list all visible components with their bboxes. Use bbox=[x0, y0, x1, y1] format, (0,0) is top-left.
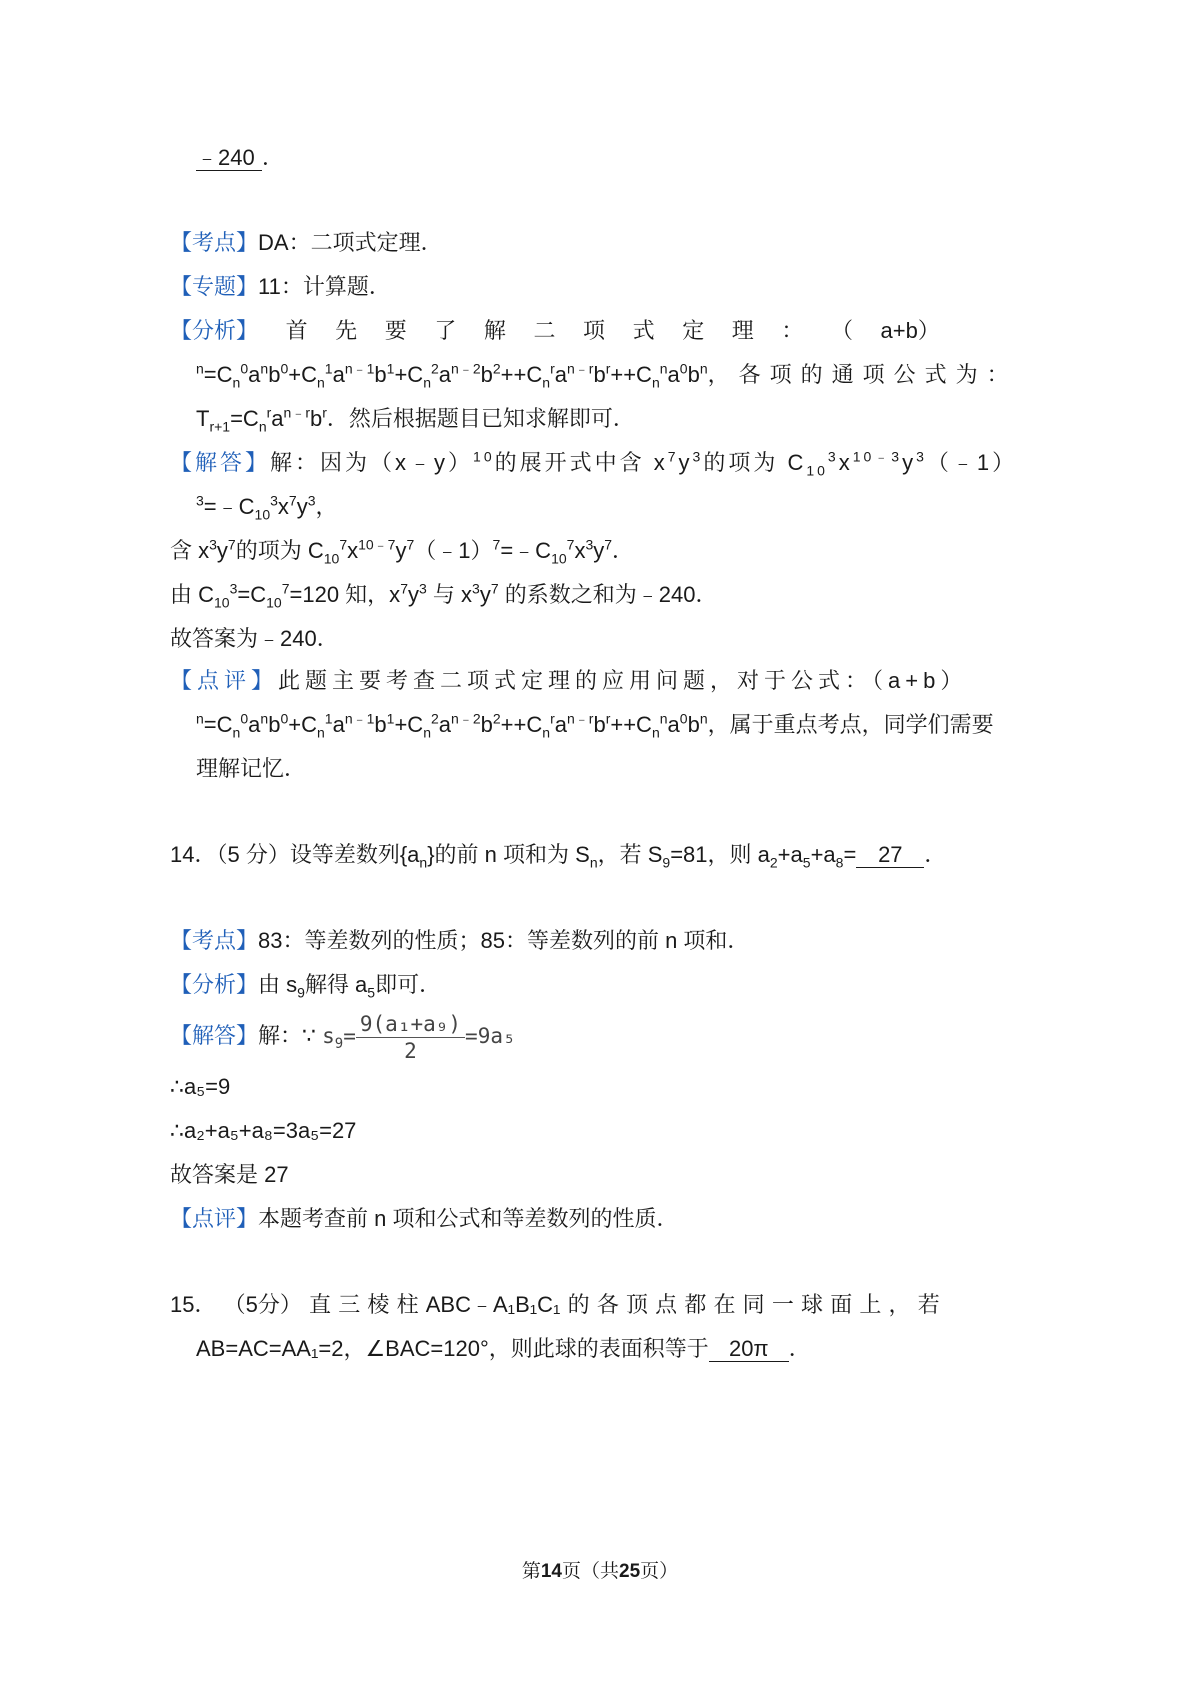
q13-fenxi-line1: 【分析】 首 先 要 了 解 二 项 式 定 理 ： （ a+b） bbox=[170, 316, 940, 346]
q14-final: 故答案是 27 bbox=[170, 1162, 289, 1187]
q13-jieda-line2: $^3=﹣C_{10}^3x^7y^3$， bbox=[196, 492, 338, 523]
q14-jieda: 【解答】解：∵ $s_9=$ $\frac{\text{9(a₁+a₉)}}{2}$ =9a₅ bbox=[170, 1011, 516, 1063]
prev-answer: ﹣240 bbox=[196, 146, 262, 171]
q13-dianping-line1: 【点评】此题主要考查二项式定理的应用问题，对于公式：（a+b） bbox=[170, 668, 968, 693]
q13-line3: 含 $x^3y^7$的项为 $C_{10}^7x^{10﹣7}y^7(﹣1)^7=﹣C_{10}^7x^3y^7$． bbox=[170, 536, 635, 567]
q14-answer: 27 bbox=[856, 843, 924, 868]
q13-kaodian: 【考点】DA：二项式定理． bbox=[170, 230, 443, 255]
q14-step1: ∴a₅=9 bbox=[170, 1074, 231, 1099]
page-number: 14 bbox=[540, 1561, 562, 1582]
prev-answer-line: ﹣240 ． bbox=[196, 145, 285, 170]
q13-fenxi-line3: $T_{r+1}=C_n^ra^{n﹣r}b^r$．然后根据题目已知求解即可． bbox=[196, 404, 635, 435]
q13-dianping-line2: $^n=C_n^0a^nb^0+C_n^1a^{n﹣1}b^1+C_n^2a^{n﹣2}b^2++C_n^ra^{n﹣r}b^r++C_n^na^0b^n$，属于重点考点，同学们需要 bbox=[196, 710, 994, 741]
q14-formula-fraction: $\frac{\text{9(a₁+a₉)}}{2}$ bbox=[356, 1011, 465, 1064]
page-footer: 第14页（共25页） bbox=[521, 1561, 679, 1582]
q14-step2: ∴a₂+a₅+a₈=3a₅=27 bbox=[170, 1118, 357, 1143]
q14-dianping: 【点评】本题考查前 n 项和公式和等差数列的性质． bbox=[170, 1206, 679, 1231]
q13-zhuanti: 【专题】11：计算题． bbox=[170, 274, 391, 299]
q14-stem: 14．（5 分）设等差数列$\{a_n\}$的前 n 项和为 $S_n$，若 $S_9=81$，则 $a_2+a_5+a_8= 27$ ． bbox=[170, 842, 947, 871]
q15-answer: 20π bbox=[709, 1337, 789, 1362]
q15-stem-line1: 15． （5分） 直 三 棱 柱 ABC﹣A₁B₁C₁ 的 各 顶 点 都 在 同 一 球 面 上 ， 若 bbox=[170, 1292, 940, 1317]
q13-jieda-line1: 【解答】解：因为（x﹣y）$^{10}$的展开式中含 $x^7y^3$的项为 $C_{10}^3x^{10﹣3}y^3(﹣1)$ bbox=[170, 448, 1018, 479]
q13-fenxi-tag: 【分析】 bbox=[170, 318, 259, 343]
q14-fenxi: 【分析】由 $s_9$解得 $a_5$即可． bbox=[170, 972, 442, 1001]
q13-dianping-line3: 理解记忆． bbox=[196, 756, 307, 781]
page-total: 25 bbox=[619, 1561, 641, 1582]
q15-stem-line2: AB=AC=AA₁=2，∠BAC=120°，则此球的表面积等于 20π ． bbox=[196, 1336, 811, 1361]
q13-line4: 由 $C_{10}^3=C_{10}^7=120$ 知，$x^7y^3$ 与 $x^3y^7$ 的系数之和为﹣240． bbox=[170, 580, 718, 611]
q13-fenxi-line2: $^n=C_n^0a^nb^0+C_n^1a^{n﹣1}b^1+C_n^2a^{n﹣2}b^2++C_n^ra^{n﹣r}b^r++C_n^na^0b^n$，各项的通项公式为： bbox=[196, 360, 1018, 391]
q14-kaodian: 【考点】83：等差数列的性质；85：等差数列的前 n 项和． bbox=[170, 928, 750, 953]
q13-line5: 故答案为﹣240． bbox=[170, 626, 339, 651]
